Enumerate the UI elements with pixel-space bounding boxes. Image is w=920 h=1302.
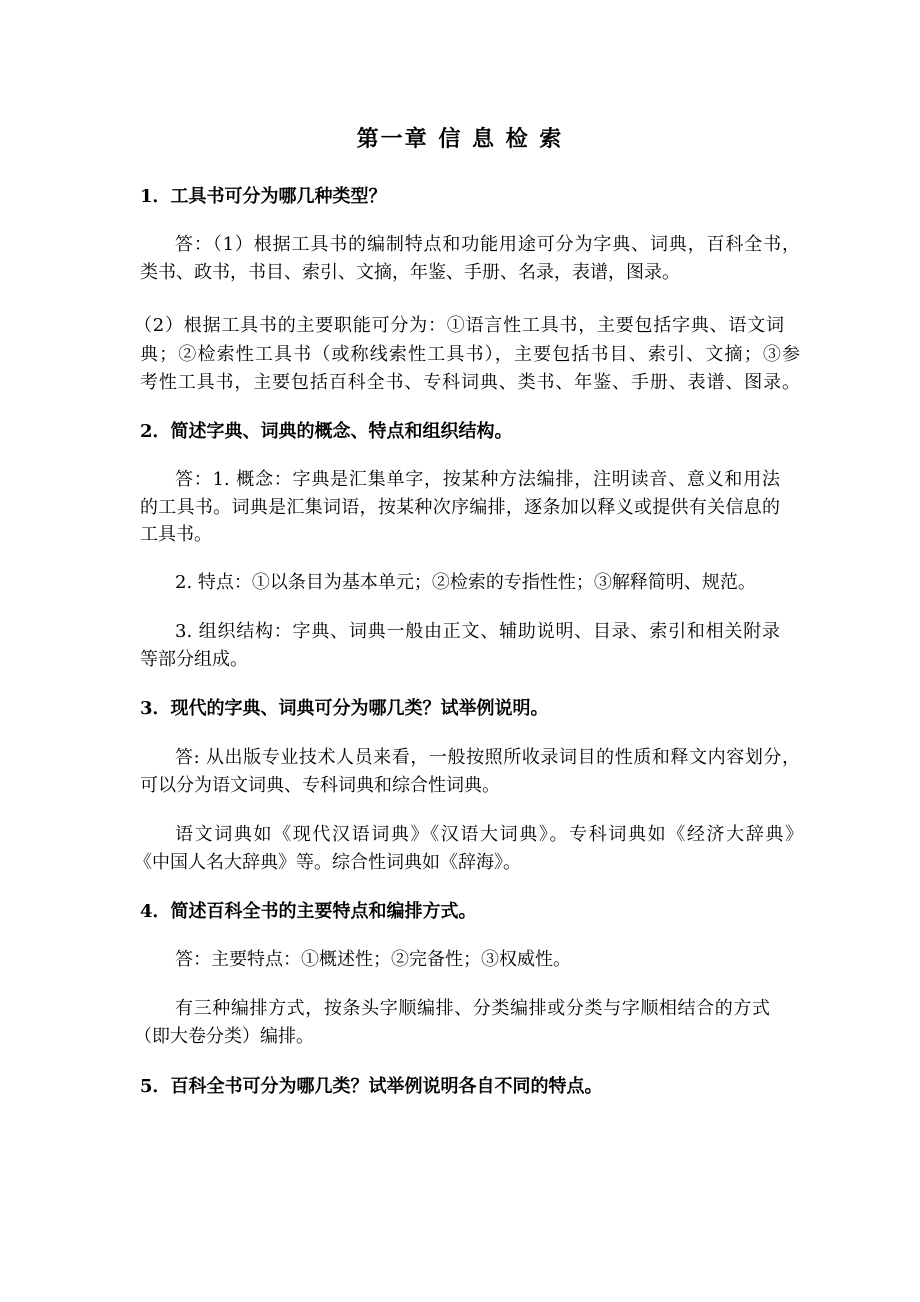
answer-line: 3. 组织结构：字典、词典一般由正文、辅助说明、目录、索引和相关附录 bbox=[175, 621, 780, 642]
answer-line: 答：主要特点：①概述性；②完备性；③权威性。 bbox=[175, 949, 571, 970]
answer-line: 答：1. 概念：字典是汇集单字，按某种方法编排，注明读音、意义和用法 bbox=[175, 469, 780, 490]
answer-line: 答：（1）根据工具书的编制特点和功能用途可分为字典、词典，百科全书， bbox=[175, 234, 800, 255]
answer-line: 类书、政书，书目、索引、文摘，年鉴、手册、名录，表谱，图录。 bbox=[140, 262, 680, 283]
answer-line: （2）根据工具书的主要职能可分为：①语言性工具书，主要包括字典、语文词 bbox=[134, 315, 784, 336]
answer-line: 典；②检索性工具书（或称线索性工具书），主要包括书目、索引、文摘；③参 bbox=[140, 344, 800, 365]
question-1: 1．工具书可分为哪几种类型？ bbox=[140, 186, 387, 207]
answer-line: 可以分为语文词典、专科词典和综合性词典。 bbox=[140, 775, 500, 796]
answer-line: 考性工具书，主要包括百科全书、专科词典、类书、年鉴、手册、表谱、图录。 bbox=[140, 372, 800, 393]
question-2: 2．简述字典、词典的概念、特点和组织结构。 bbox=[140, 421, 513, 442]
chapter-title: 第一章 信 息 检 索 bbox=[356, 126, 564, 152]
question-5: 5．百科全书可分为哪几类？试举例说明各自不同的特点。 bbox=[140, 1076, 603, 1097]
question-4: 4．简述百科全书的主要特点和编排方式。 bbox=[140, 901, 477, 922]
answer-line: 的工具书。词典是汇集词语，按某种次序编排，逐条加以释义或提供有关信息的 bbox=[140, 497, 780, 518]
question-3: 3．现代的字典、词典可分为哪几类？试举例说明。 bbox=[140, 698, 549, 719]
answer-line: 《中国人名大辞典》等。综合性词典如《辞海》。 bbox=[134, 852, 521, 873]
answer-line: 工具书。 bbox=[140, 524, 212, 545]
answer-line: （即大卷分类）编排。 bbox=[134, 1026, 314, 1047]
answer-line: 语文词典如《现代汉语词典》《汉语大词典》。专科词典如《经济大辞典》 bbox=[175, 824, 803, 845]
answer-line: 等部分组成。 bbox=[140, 649, 248, 670]
answer-line: 2. 特点：①以条目为基本单元；②检索的专指性性；③解释简明、规范。 bbox=[175, 572, 756, 593]
answer-line: 有三种编排方式，按条头字顺编排、分类编排或分类与字顺相结合的方式 bbox=[175, 998, 770, 1019]
answer-line: 答: 从出版专业技术人员来看，一般按照所收录词目的性质和释文内容划分， bbox=[175, 747, 800, 768]
